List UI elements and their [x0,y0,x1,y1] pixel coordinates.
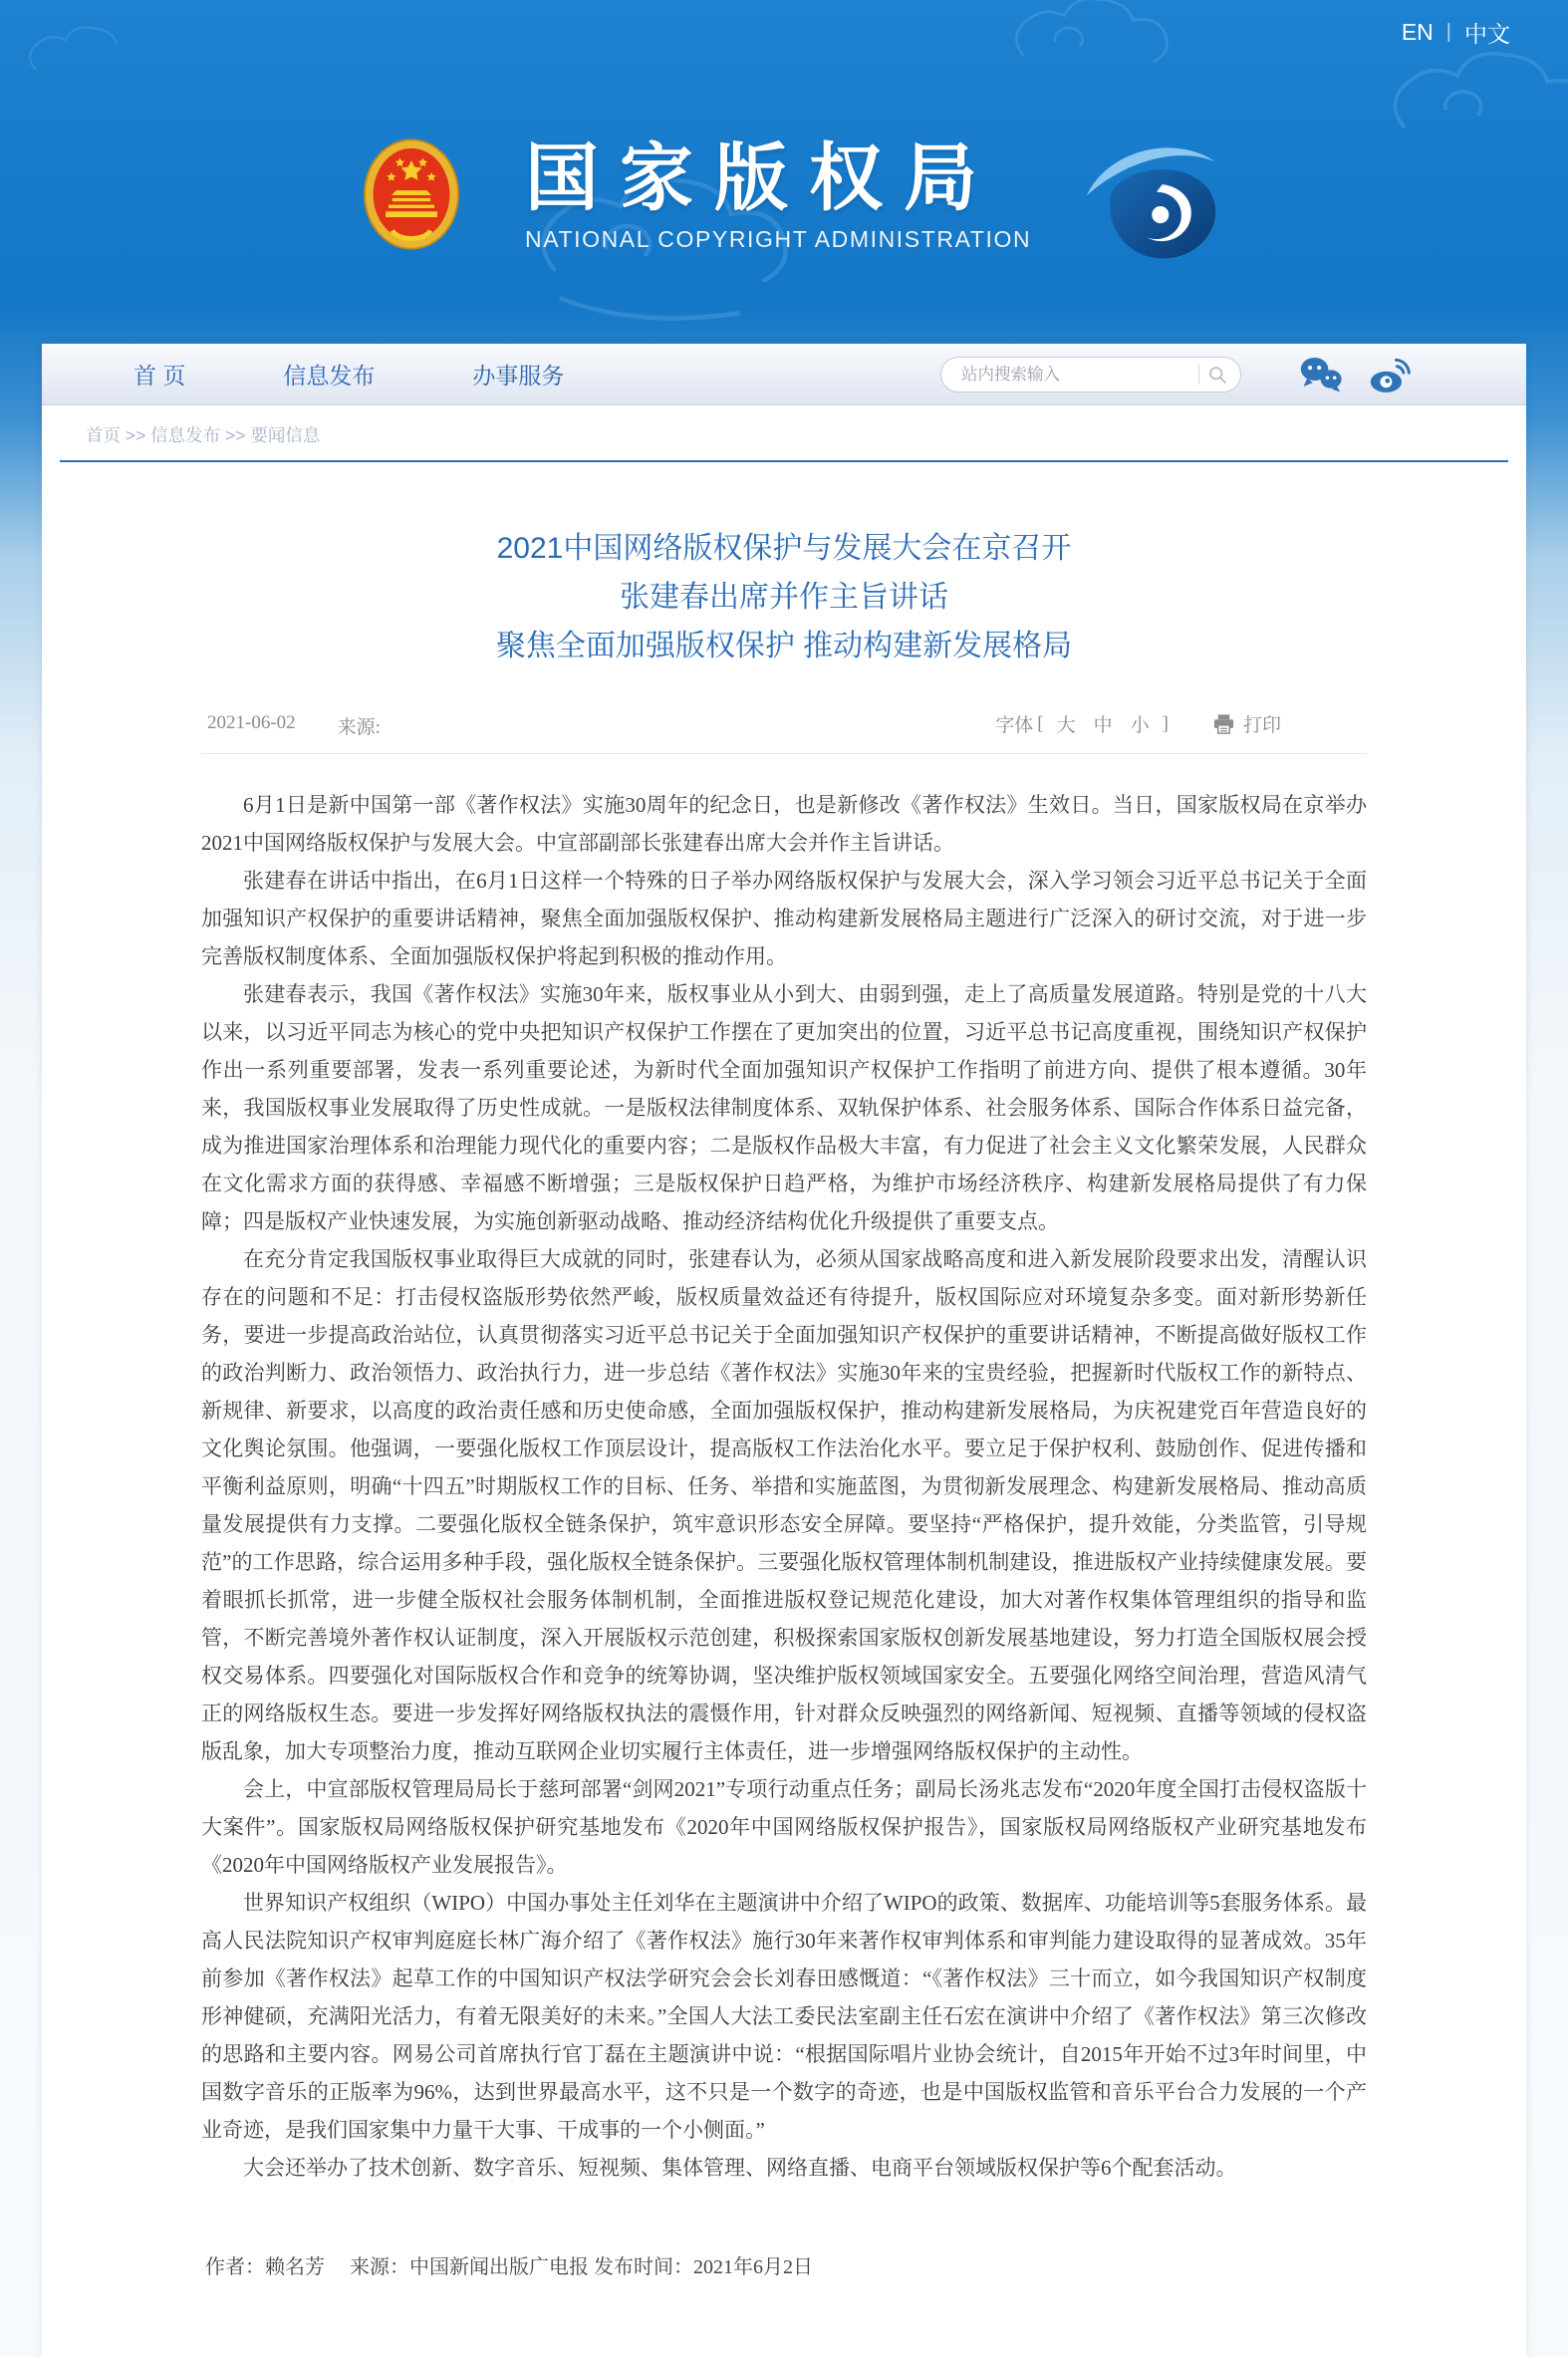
article-meta-right [995,710,1281,737]
weibo-icon[interactable] [1369,356,1413,393]
article-paragraph: 6月1日是新中国第一部《著作权法》实施30周年的纪念日，也是新修改《著作权法》生效日。当日，国家版权局在京举办2021中国网络版权保护与发展大会。中宣部副部长张建春出席大会并作主旨讲话。 [201,793,1367,855]
nav-item-news[interactable]: 信息发布 [283,363,376,389]
article-paragraph: 大会还举办了技术创新、数字音乐、短视频、集体管理、网络直播、电商平台领域版权保护等6个配套活动。 [243,2156,1237,2180]
nav-item-services[interactable]: 办事服务 [472,363,565,389]
article-source-label: 来源: [337,717,381,738]
site-title: 国家版权局 [525,136,998,219]
print-button[interactable] [1212,710,1281,737]
article-title-line-2: 张建春出席并作主旨讲话 [620,581,948,614]
article-title-line-1: 2021中国网络版权保护与发展大会在京召开 [496,532,1072,565]
article-date: 2021-06-02 [207,712,296,733]
copyright-swirl-logo-icon [1081,131,1232,281]
print-label: 打印 [1242,715,1281,736]
article-paragraph: 会上，中宣部版权管理局局长于慈珂部署“剑网2021”专项行动重点任务；副局长汤兆志发布“2020年度全国打击侵权盗版十大案件”。国家版权局网络版权保护研究基地发布《2020年中国网络版权保护报告》，国家版权局网络版权产业研究基地发布《2020年中国网络版权产业发展报告》。 [201,1777,1367,1877]
breadcrumb-trail[interactable]: 首页 >> 信息发布 >> 要闻信息 [86,425,321,445]
font-bracket-close: ] [1162,712,1169,734]
language-bar [1402,16,1510,49]
site-subtitle: NATIONAL COPYRIGHT ADMINISTRATION [525,226,1032,253]
article-title-line-3: 聚焦全面加强版权保护 推动构建新发展格局 [495,630,1073,662]
font-size-medium-button[interactable]: 中 [1093,715,1113,736]
font-bracket-open: [ [1037,712,1044,734]
article [201,462,1367,2309]
article-paragraph: 张建春在讲话中指出，在6月1日这样一个特殊的日子举办网络版权保护与发展大会，深入学习领会习近平总书记关于全面加强知识产权保护的重要讲话精神，聚焦全面加强版权保护、推动构建新发展格局主题进行广泛深入的研讨交流，对于进一步完善版权制度体系、全面加强版权保护将起到积极的推动作用。 [201,869,1367,968]
search-box [940,357,1241,393]
font-size-small-button[interactable]: 小 [1130,715,1150,736]
article-paragraph: 世界知识产权组织（WIPO）中国办事处主任刘华在主题演讲中介绍了WIPO的政策、数据库、功能培训等5套服务体系。最高人民法院知识产权审判庭庭长林广海介绍了《著作权法》施行30年来著作权审判体系和审判能力建设取得的显著成效。35年前参加《著作权法》起草工作的中国知识产权法学研究会会长刘春田感慨道：“《著作权法》三十而立，如今我国知识产权制度形神健硕，充满阳光活力，有着无限美好的未来。”全国人大法工委民法室副主任石宏在演讲中介绍了《著作权法》第三次修改的思路和主要内容。网易公司首席执行官丁磊在主题演讲中说：“根据国际唱片业协会统计，自2015年开始不过3年时间里，中国数字音乐的正版率为96%，达到世界最高水平，这不只是一个数字的奇迹，也是中国版权监管和音乐平台合力发展的一个产业奇迹，是我们国家集中力量干大事、干成事的一个小侧面。” [201,1891,1367,2142]
breadcrumb [60,405,1508,462]
lang-en-link[interactable]: EN [1401,19,1434,45]
article-body [201,754,1367,2187]
content-container [42,344,1526,2357]
article-paragraph: 在充分肯定我国版权事业取得巨大成就的同时，张建春认为，必须从国家战略高度和进入新发展阶段要求出发，清醒认识存在的问题和不足：打击侵权盗版形势依然严峻，版权质量效益还有待提升，版权国际应对环境复杂多变。面对新形势新任务，要进一步提高政治站位，认真贯彻落实习近平总书记关于全面加强知识产权保护的重要讲话精神，不断提高做好版权工作的政治判断力、政治领悟力、政治执行力，进一步总结《著作权法》实施30年来的宝贵经验，把握新时代版权工作的新特点、新规律、新要求，以高度的政治责任感和历史使命感，全面加强版权保护，推动构建新发展格局，为庆祝建党百年营造良好的文化舆论氛围。他强调，一要强化版权工作顶层设计，提高版权工作法治化水平。要立足于保护权利、鼓励创作、促进传播和平衡利益原则，明确“十四五”时期版权工作的目标、任务、举措和实施蓝图，为贯彻新发展理念、构建新发展格局、推动高质量发展提供有力支撑。二要强化版权全链条保护，筑牢意识形态安全屏障。要坚持“严格保护，提升效能，分类监管，引导规范”的工作思路，综合运用多种手段，强化版权全链条保护。三要强化版权管理体制机制建设，推进版权产业持续健康发展。要着眼抓长抓常，进一步健全版权社会服务体制机制，全面推进版权登记规范化建设，加大对著作权集体管理组织的指导和监管，不断完善境外著作权认证制度，深入开展版权示范创建，积极探索国家版权创新发展基地建设，努力打造全国版权展会授权交易体系。四要强化对国际版权合作和竞争的统筹协调，坚决维护版权领域国家安全。五要强化网络空间治理，营造风清气正的网络版权生态。要进一步发挥好网络版权执法的震慑作用，针对群众反映强烈的网络新闻、短视频、直播等领域的侵权盗版乱象，加大专项整治力度，推动互联网企业切实履行主体责任，进一步增强网络版权保护的主动性。 [201,1247,1367,1763]
search-input[interactable] [959,365,1192,386]
printer-icon [1212,713,1235,735]
nav-bar [42,344,1526,405]
nav-item-home[interactable]: 首 页 [133,363,186,389]
site-logo-link[interactable] [364,137,1232,281]
article-paragraph: 张建春表示，我国《著作权法》实施30年来，版权事业从小到大、由弱到强，走上了高质量发展道路。特别是党的十八大以来，以习近平同志为核心的党中央把知识产权保护工作摆在了更加突出的位置，习近平总书记高度重视，围绕知识产权保护作出一系列重要部署，发表一系列重要论述，为新时代全面加强知识产权保护工作指明了前进方向、提供了根本遵循。30年来，我国版权事业发展取得了历史性成就。一是版权法律制度体系、双轨保护体系、社会服务体系、国际合作体系日益完备，成为推进国家治理体系和治理能力现代化的重要内容；二是版权作品极大丰富，有力促进了社会主义文化繁荣发展，人民群众在文化需求方面的获得感、幸福感不断增强；三是版权保护日趋严格，为维护市场经济秩序、构建新发展格局提供了有力保障；四是版权产业快速发展，为实施创新驱动战略、推动经济结构优化升级提供了重要支点。 [201,982,1367,1233]
nav-items [42,358,564,391]
article-author-line: 作者：赖名芳 来源：中国新闻出版广电报 发布时间：2021年6月2日 [205,2256,813,2278]
wechat-icon[interactable] [1299,356,1343,393]
font-size-large-button[interactable]: 大 [1056,715,1076,736]
search-icon[interactable] [1207,365,1228,386]
lang-divider: | [1445,21,1451,43]
lang-zh-link[interactable]: 中文 [1464,21,1510,47]
article-meta-row [201,710,1367,754]
site-title-block [525,137,1031,253]
china-national-emblem-icon [364,137,459,251]
page-title [201,524,1367,670]
social-links [1299,356,1413,393]
site-header [0,0,1568,344]
search-divider [1198,365,1199,385]
font-size-label: 字体 [995,715,1034,736]
